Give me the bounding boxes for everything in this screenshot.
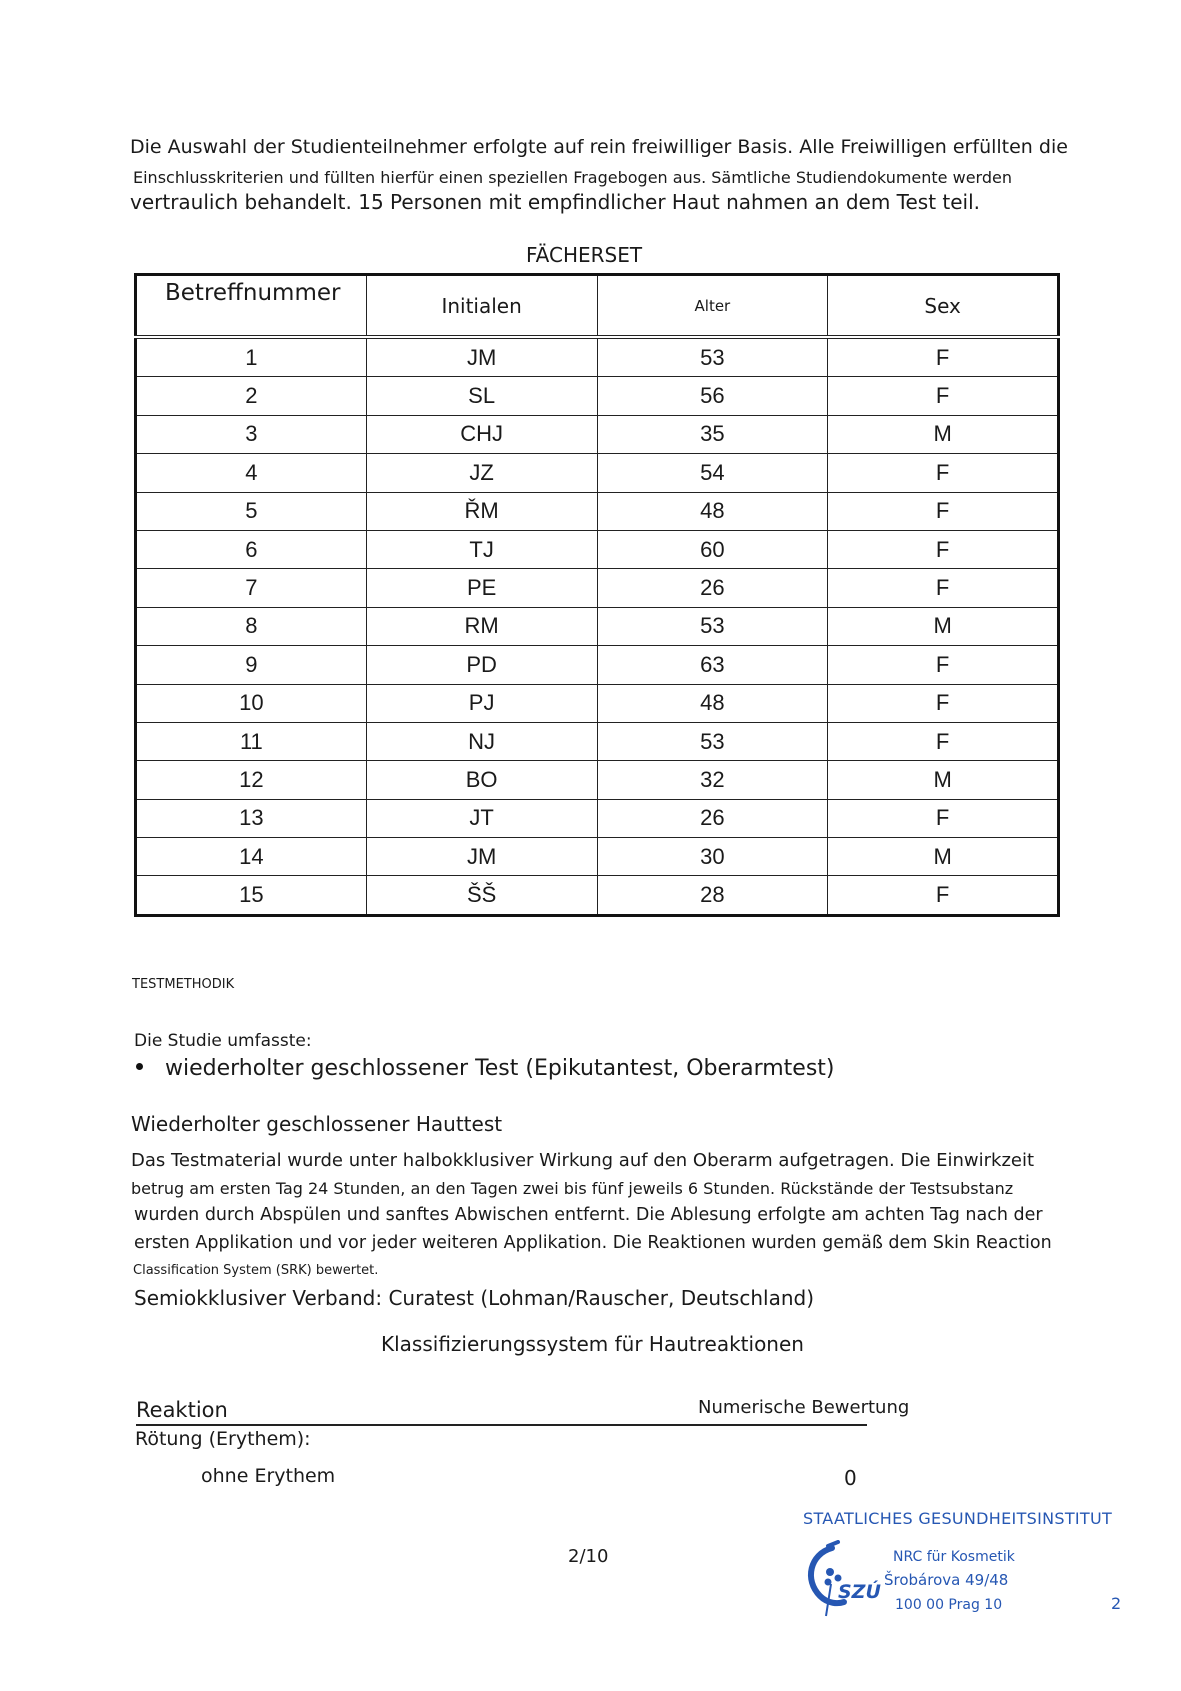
cell-sex: F xyxy=(828,722,1059,760)
cell-number: 2 xyxy=(136,377,367,415)
section-heading-patch-test: Wiederholter geschlossener Hauttest xyxy=(131,1112,503,1136)
page-number: 2/10 xyxy=(568,1546,609,1567)
column-header-numeric-score: Numerische Bewertung xyxy=(698,1397,910,1418)
cell-age: 60 xyxy=(597,530,828,568)
table-row xyxy=(136,838,1059,876)
cell-sex: M xyxy=(828,761,1059,799)
stamp-city: 100 00 Prag 10 xyxy=(895,1597,1003,1613)
table-row xyxy=(136,722,1059,760)
stamp-street: Šrobárova 49/48 xyxy=(884,1571,1009,1589)
table-row xyxy=(136,530,1059,568)
table-row xyxy=(136,415,1059,453)
cell-initials: RM xyxy=(366,607,597,645)
cell-age: 54 xyxy=(597,454,828,492)
cell-initials: JZ xyxy=(366,454,597,492)
cell-initials: NJ xyxy=(366,722,597,760)
table-row xyxy=(136,876,1059,915)
cell-initials: PE xyxy=(366,569,597,607)
table-row xyxy=(136,607,1059,645)
cell-age: 35 xyxy=(597,415,828,453)
cell-number: 9 xyxy=(136,646,367,684)
cell-sex: M xyxy=(828,838,1059,876)
intro-line-3: vertraulich behandelt. 15 Personen mit empfindlicher Haut nahmen an dem Test teil. xyxy=(130,190,981,214)
category-erythema: Rötung (Erythem): xyxy=(135,1428,311,1450)
cell-number: 3 xyxy=(136,415,367,453)
cell-number: 6 xyxy=(136,530,367,568)
table-row xyxy=(136,761,1059,799)
cell-initials: JM xyxy=(366,838,597,876)
cell-sex: F xyxy=(828,684,1059,722)
cell-initials: JT xyxy=(366,799,597,837)
cell-number: 5 xyxy=(136,492,367,530)
stamp-department: NRC für Kosmetik xyxy=(893,1549,1015,1565)
institute-logo-icon xyxy=(798,1540,890,1618)
cell-number: 13 xyxy=(136,799,367,837)
cell-sex: F xyxy=(828,646,1059,684)
column-header-reaction: Reaktion xyxy=(136,1398,228,1422)
table-row xyxy=(136,646,1059,684)
subjects-table xyxy=(134,273,1060,917)
cell-sex: M xyxy=(828,607,1059,645)
header-divider xyxy=(136,1424,867,1426)
cell-number: 1 xyxy=(136,337,367,377)
cell-number: 12 xyxy=(136,761,367,799)
cell-sex: M xyxy=(828,415,1059,453)
cell-initials: TJ xyxy=(366,530,597,568)
cell-sex: F xyxy=(828,876,1059,915)
classification-title: Klassifizierungssystem für Hautreaktionen xyxy=(381,1332,804,1356)
cell-age: 30 xyxy=(597,838,828,876)
bullet-icon xyxy=(136,1063,143,1070)
cell-age: 28 xyxy=(597,876,828,915)
cell-age: 32 xyxy=(597,761,828,799)
cell-age: 48 xyxy=(597,492,828,530)
stamp-institute-name: STAATLICHES GESUNDHEITSINSTITUT xyxy=(803,1509,1113,1528)
cell-number: 4 xyxy=(136,454,367,492)
table-caption: FÄCHERSET xyxy=(526,243,643,267)
cell-initials: ŠŠ xyxy=(366,876,597,915)
intro-line-1: Die Auswahl der Studienteilnehmer erfolgte auf rein freiwilliger Basis. Alle Freiwilligen erfüllten die xyxy=(130,136,1068,158)
study-intro: Die Studie umfasste: xyxy=(134,1031,312,1051)
cell-initials: ŘM xyxy=(366,492,597,530)
cell-age: 53 xyxy=(597,607,828,645)
cell-number: 15 xyxy=(136,876,367,915)
header-sex: Sex xyxy=(828,275,1059,338)
section-label-test-method: TESTMETHODIK xyxy=(132,977,235,992)
table-row xyxy=(136,337,1059,377)
paragraph-line-4: ersten Applikation und vor jeder weiteren Applikation. Die Reaktionen wurden gemäß dem Skin Reaction xyxy=(134,1233,1052,1253)
logo-text: SZÚ xyxy=(838,1581,881,1603)
study-bullet-item xyxy=(134,1056,835,1081)
cell-age: 26 xyxy=(597,799,828,837)
cell-age: 53 xyxy=(597,337,828,377)
cell-initials: CHJ xyxy=(366,415,597,453)
item-no-erythema: ohne Erythem xyxy=(201,1465,336,1487)
cell-initials: JM xyxy=(366,337,597,377)
paragraph-line-2: betrug am ersten Tag 24 Stunden, an den Tagen zwei bis fünf jeweils 6 Stunden. Rückstände der Testsubstanz xyxy=(131,1179,1014,1198)
intro-line-2: Einschlusskriterien und füllten hierfür einen speziellen Fragebogen aus. Sämtliche Studiendokumente werden xyxy=(133,168,1012,187)
bullet-text: wiederholter geschlossener Test (Epikutantest, Oberarmtest) xyxy=(165,1056,835,1081)
table-row xyxy=(136,377,1059,415)
table-row xyxy=(136,684,1059,722)
header-age: Alter xyxy=(597,275,828,338)
item-score: 0 xyxy=(844,1466,857,1490)
cell-number: 8 xyxy=(136,607,367,645)
cell-sex: F xyxy=(828,377,1059,415)
cell-initials: BO xyxy=(366,761,597,799)
table-row xyxy=(136,492,1059,530)
cell-age: 53 xyxy=(597,722,828,760)
cell-sex: F xyxy=(828,530,1059,568)
cell-age: 56 xyxy=(597,377,828,415)
paragraph-line-1: Das Testmaterial wurde unter halbokklusiver Wirkung auf den Oberarm aufgetragen. Die Einwirkzeit xyxy=(131,1150,1035,1171)
cell-sex: F xyxy=(828,337,1059,377)
stamp-corner-number: 2 xyxy=(1111,1594,1122,1613)
cell-sex: F xyxy=(828,569,1059,607)
cell-age: 48 xyxy=(597,684,828,722)
header-subject-number: Betreffnummer xyxy=(136,275,367,338)
cell-age: 63 xyxy=(597,646,828,684)
table-header-row xyxy=(136,275,1059,338)
bandage-info: Semiokklusiver Verband: Curatest (Lohman/Rauscher, Deutschland) xyxy=(134,1286,815,1310)
cell-age: 26 xyxy=(597,569,828,607)
cell-number: 10 xyxy=(136,684,367,722)
cell-number: 11 xyxy=(136,722,367,760)
paragraph-line-3: wurden durch Abspülen und sanftes Abwischen entfernt. Die Ablesung erfolgte am achten Tag nach der xyxy=(134,1205,1043,1225)
paragraph-line-5: Classification System (SRK) bewertet. xyxy=(133,1263,379,1278)
cell-sex: F xyxy=(828,454,1059,492)
cell-initials: SL xyxy=(366,377,597,415)
cell-number: 7 xyxy=(136,569,367,607)
cell-number: 14 xyxy=(136,838,367,876)
cell-sex: F xyxy=(828,799,1059,837)
cell-sex: F xyxy=(828,492,1059,530)
cell-initials: PD xyxy=(366,646,597,684)
table-row xyxy=(136,454,1059,492)
header-initials: Initialen xyxy=(366,275,597,338)
table-row xyxy=(136,569,1059,607)
table-row xyxy=(136,799,1059,837)
cell-initials: PJ xyxy=(366,684,597,722)
